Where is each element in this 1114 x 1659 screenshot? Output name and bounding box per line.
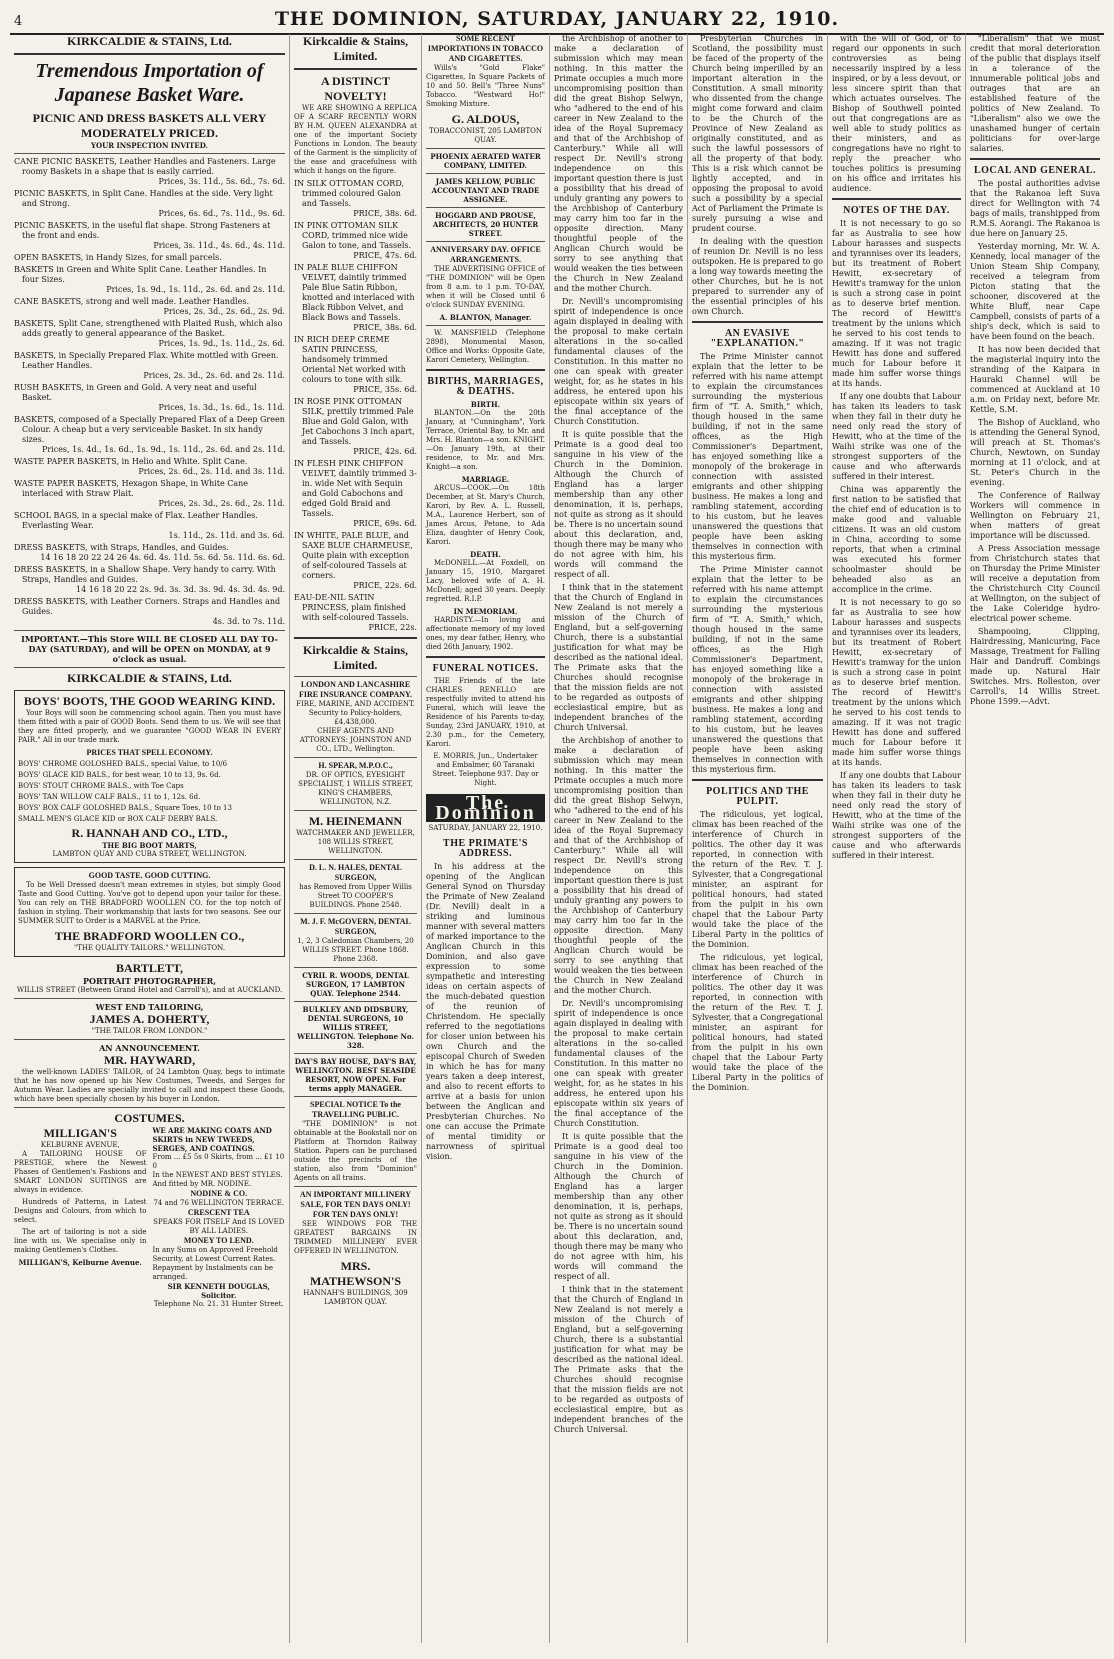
mcgoven-name: M. J. F. McGOVERN, DENTAL SURGEON,: [300, 917, 411, 936]
insurance-title: LONDON AND LANCASHIRE FIRE INSURANCE COMPANY.: [298, 680, 413, 699]
spear-body: DR. OF OPTICS, EYESIGHT SPECIALIST, 1 WILLIS STREET, KING'S CHAMBERS, WELLINGTON, N.Z.: [298, 771, 413, 806]
tailoring-head: WEST END TAILORING,: [95, 1002, 204, 1012]
scarf-item-text: IN FLESH PINK CHIFFON VELVET, daintily trimmed 3-in. wide Net with Sequin and Gold Cabochons and edged Gold Braid and Tassels.: [294, 459, 417, 518]
heinemann-sub: WATCHMAKER AND JEWELLER, 108 WILLIS STREET, WELLINGTON.: [296, 829, 415, 855]
mathewson-name: MRS. MATHEWSON'S: [309, 1259, 402, 1288]
basket-item-text: DRESS BASKETS, in a Shallow Shape. Very handy to carry. With Straps, Handles and Guides.: [14, 565, 276, 584]
insurance-agents: CHIEF AGENTS AND ATTORNEYS: JOHNSTON AND CO., LTD., Wellington.: [299, 727, 412, 753]
dominion-nameplate: The Dominion: [426, 794, 545, 822]
bradford-sub: "THE QUALITY TAILORS." WELLINGTON.: [73, 944, 226, 952]
boots-item: BOYS' CHROME GOLOSHED BALS., special Value, to 10/6: [18, 760, 228, 768]
masthead: [10, 8, 1104, 35]
hannah-sub: THE BIG BOOT MARTS,: [102, 841, 197, 850]
basket-subhead: PICNIC AND DRESS BASKETS ALL VERY MODERATELY PRICED.: [32, 111, 267, 140]
scarf-item-price: PRICE, 69s. 6d.: [353, 519, 417, 528]
newspaper-page: [10, 8, 1104, 1643]
nodine-address: 74 and 76 WELLINGTON TERRACE.: [153, 1199, 285, 1207]
primate-body: In his address at the opening of the Anglican General Synod on Thursday the Primate of New Zealand (Dr. Nevill) dealt in a striking and luminous manner with several matters of marked importance to the Anglican Church in this Dominion, and also gave expression to some sympathetic and interesting ideas on certain aspects of the much-debated question of the reunion of Christendom. He specially referred to the negotiations for closer union between his own Church and the episcopal Church of Sweden in which he has for many years taken a deep interest, and also to recent efforts to arrive at a basis for union between the Anglican and Presbyterian Churches. No one can accuse the Primate of mental timidity or narrowness of spiritual vision.: [426, 862, 545, 1161]
col4-para-1: the Archbishop of another to make a declaration of submission which may mean nothing. In this matter the Primate occupies a much more uncompromising position than did the great Bishop Selwyn, who "adhered to the end of his career in New Zealand to the idea of the Royal Supremacy and that of the Archbishop of Canterbury." While all will respect Dr. Nevill's strong independence on this important question there is just a possibility that his dread of unduly granting any powers to the Archbishop of Canterbury may carry him too far in the opposite direction. Many thoughtful people of the Anglican Church would be sorry to see anything that would weaken the ties between the Church in New Zealand and the mother Church.: [554, 34, 683, 293]
col6-para-1: with the will of God, or to regard our opponents in such controversies as being necessarily inspired by a less inspired, or by a less devout, or less sincere spirit than that which actuates ourselves. The Bishop of Southwell pointed out that congregations are as well able to study politics as their ministers, and as congregations have no right to reply the preacher who touches politics is presuming on his office and irritates his audience.: [832, 34, 961, 193]
boots-item: BOYS' STOUT CHROME BALS., with Toe Caps: [18, 782, 184, 790]
boots-item: SMALL MEN'S GLACE KID or BOX CALF DERBY BALS.: [18, 815, 218, 823]
scarf-item-text: IN ROSE PINK OTTOMAN SILK, prettily trimmed Pale Blue and Gold Galon, with Jet Cabochons 3 inch apart, and Tassels.: [294, 397, 415, 446]
column-1: [10, 34, 290, 1643]
notes-body-3: China was apparently the first nation to be satisfied that the chief end of education is to make good and valuable citizens. It was an old custom in China, according to some reports, that when a criminal was executed his former schoolmaster should be beheaded also as an accomplice in the crime.: [832, 485, 961, 594]
milligan-footer: MILLIGAN'S, Kelburne Avenue.: [18, 1258, 142, 1267]
special-notice-title: SPECIAL NOTICE To the TRAVELLING PUBLIC.: [310, 1100, 401, 1119]
crescent-sub: SPEAKS FOR ITSELF And IS LOVED BY ALL LADIES.: [153, 1218, 285, 1235]
basket-item-price: Prices, 1s. 3d., 1s. 6d., 1s. 11d.: [158, 403, 285, 412]
column-2: [290, 34, 422, 1643]
hoggard-ad: HOGGARD AND PROUSE, ARCHITECTS, 20 HUNTER STREET.: [432, 211, 539, 238]
local-para-3: It has now been decided that the magisterial inquiry into the stranding of the Kaipara in Hauraki Channel will be commenced at Auckland at 10 a.m. on Friday next, before Mr. Kettle, S.M.: [970, 345, 1100, 414]
hales-name: D. L. N. HALES, DENTAL SURGEON,: [309, 863, 402, 882]
scarf-item-text: IN WHITE, PALE BLUE, and SAXE BLUE CHARMEUSE, Quite plain with exception of self-coloured Tassels at corners.: [294, 531, 413, 580]
basket-item-text: BASKETS, composed of a Specially Prepared Flax of a Deep Green Colour. A cheap but a very serviceable Basket. In six handy sizes.: [14, 415, 285, 444]
scarf-item-price: PRICE, 47s. 6d.: [353, 251, 417, 260]
boots-items: [18, 760, 281, 824]
notes-body-cont: It is not necessary to go so far as Australia to see how Labour harasses and suspects and tyrannises over its leaders, but its treatment of Robert Hewitt, ex-secretary of Hewitt's tramway for the union is such a strong case in point as to deserve brief mention. The record of Hewitt's treatment by the unions which he served to his cost tends to amazing. If it was not tragic Hewitt has done and suffered much for Labour before it made him suffer worse things at its hands.: [832, 598, 961, 767]
politics-body: The ridiculous, yet logical, climax has been reached of the interference of Church in politics. The other day it was reported, in connection with the return of the Rev. T. J. Sylvester, that a Congregational minister, an aspirant for political honours, had stated from the pulpit in his own chapel that the Labour Party would take the place of the Liberal Party in the politics of the Dominion.: [692, 810, 823, 949]
scarf-item: [294, 397, 417, 457]
insurance-body: Security to Policy-holders, £4,438,000.: [308, 709, 403, 726]
anniversary-body: THE ADVERTISING OFFICE of "THE DOMINION" will be Open from 8 a.m. to 1 p.m. TO-DAY, when it will be Closed until 6 o'clock SUNDAY EVENING.: [426, 265, 545, 309]
crescent-name: CRESCENT TEA: [187, 1208, 250, 1217]
boots-ad: [14, 690, 285, 863]
kellow-ad: JAMES KELLOW, PUBLIC ACCOUNTANT AND TRADE ASSIGNEE.: [431, 177, 540, 204]
basket-item: [14, 351, 285, 381]
scarf-item-price: PRICE, 35s. 6d.: [353, 385, 417, 394]
memoriam-body: HARDISTY.—In loving and affectionate memory of my loved ones, my dear father, Henry, who died 26th January, 1902.: [426, 616, 545, 651]
scarf-item: [294, 459, 417, 529]
basket-item-price: Prices, 6s. 6d., 7s. 11d., 9s. 6d.: [158, 209, 285, 218]
marriage-label: MARRIAGE.: [461, 475, 510, 484]
primate-title: THE PRIMATE'S ADDRESS.: [443, 838, 528, 859]
basket-item-text: RUSH BASKETS, in Green and Gold. A very neat and useful Basket.: [14, 383, 257, 402]
birth-body: BLANTON.—On the 20th January, at "Cunningham", York Terrace, Oriental Bay, to Mr. and Mrs. H. Blanton—a son. KNIGHT.—On January 19th, at their residence, to Mr. and Mrs. Knight—a son.: [426, 409, 545, 471]
aldous-name: G. ALDOUS,: [451, 112, 520, 126]
nodine-prices: From ... £5 5s 0 Skirts, from ... £1 10 0: [152, 1153, 285, 1170]
scarf-item-text: IN PALE BLUE CHIFFON VELVET, daintily trimmed Pale Blue Satin Ribbon, knotted and interlaced with Black Ribbon Velvet, and Black Bows and Tassels.: [294, 263, 415, 322]
kirkcaldie-brand-2: KIRKCALDIE & STAINS, Ltd.: [67, 671, 232, 685]
funeral-heading: FUNERAL NOTICES.: [432, 663, 539, 674]
basket-item-text: WASTE PAPER BASKETS, Hexagon Shape, in White Cane interlaced with Straw Plait.: [14, 479, 249, 498]
funeral-body: THE Friends of the late CHARLES RENELLO are respectfully invited to attend his Funeral, which will leave the Residence of his Parents to-day, Sunday, 23rd JANUARY, 1910, at 2.30 p.m., for the Cemetery, Karori.: [426, 677, 545, 748]
basket-item-text: SCHOOL BAGS, in a special make of Flax. Leather Handles. Everlasting Wear.: [14, 511, 258, 530]
basket-item: [14, 221, 285, 251]
column-6: [828, 34, 966, 1643]
basket-item-text: BASKETS, in Specially Prepared Flax. White mottled with Green. Leather Handles.: [14, 351, 279, 370]
scarf-item: [294, 593, 417, 633]
boots-item: BOYS' GLACE KID BALS., for best wear, 10 to 13, 9s. 6d.: [18, 771, 221, 779]
local-para-6: A Press Association message from Christchurch states that on Thursday the Prime Minister will receive a deputation from the Christchurch City Council at Wellington, on the subject of the Lake Coleridge hydro-electrical power scheme.: [970, 544, 1100, 623]
basket-item-text: DRESS BASKETS, with Straps, Handles, and Guides.: [14, 543, 229, 552]
heinemann-name: M. HEINEMANN: [308, 814, 403, 828]
basket-item: [14, 189, 285, 219]
novelty-title: A DISTINCT NOVELTY!: [320, 74, 391, 103]
kirkcaldie-limited: Kirkcaldie & Stains, Limited.: [302, 34, 408, 63]
basket-item: [14, 297, 285, 317]
col4-para-1-cont: the Archbishop of another to make a declaration of submission which may mean nothing. In this matter the Primate occupies a much more uncompromising position than did the great Bishop Selwyn, who "adhered to the end of his career in New Zealand to the idea of the Royal Supremacy and that of the Archbishop of Canterbury." While all will respect Dr. Nevill's strong independence on this important question there is just a possibility that his dread of unduly granting any powers to the Archbishop of Canterbury may carry him too far in the opposite direction. Many thoughtful people of the Anglican Church would be sorry to see anything that would weaken the ties between the Church in New Zealand and the mother Church.: [554, 736, 683, 995]
kirkcaldie-limited-2: Kirkcaldie & Stains, Limited.: [302, 643, 408, 672]
scarf-items: [294, 179, 417, 633]
money-body: In any Sums on Approved Freehold Security, at Lowest Current Rates. Repayment by Instalments can be arranged.: [152, 1246, 278, 1281]
mathewson-address: HANNAH'S BUILDINGS, 309 LAMBTON QUAY.: [303, 1289, 408, 1306]
basket-item: [14, 415, 285, 455]
basket-item-price: Prices, 2s. 3d., 2s. 6d. and 2s. 11d.: [143, 371, 285, 380]
milligan-art: The art of tailoring is not a side line with us. We specialise only in making Gentlemen's Clothes.: [14, 1228, 147, 1254]
bulkley-ad: BULKLEY AND DIDSBURY, DENTAL SURGEONS, 10 WILLIS STREET, WELLINGTON. Telephone No. 328.: [297, 1005, 414, 1050]
boots-body: Your Boys will soon be commencing school again. Then you must have them fitted with a pair of GOOD Boots. Send them to us. We will see that they are fitted properly, and we guarantee "GOOD WEAR IN EVERY PAIR." All in our trade mark.: [18, 709, 281, 744]
nodine-title: WE ARE MAKING COATS AND SKIRTS in NEW TWEEDS, SERGES, AND COATINGS.: [152, 1126, 272, 1153]
column-7: [966, 34, 1104, 1643]
col4-para-2: Dr. Nevill's uncompromising spirit of independence is once again displayed in dealing with the proposal to make certain alterations in the so-called fundamental clauses of the Constitution. In this matter no one can speak with greater weight, for, as he states in his address, he entered upon his episcopate within six years of the final acceptance of the Church Constitution.: [554, 297, 683, 426]
column-5: [688, 34, 828, 1643]
basket-items: [14, 157, 285, 627]
basket-item-price: 14 16 18 20 22 2s. 9d. 3s. 3d. 3s. 9d. 4s. 3d. 4s. 9d.: [76, 585, 285, 594]
basket-item: [14, 511, 285, 541]
basket-item-text: BASKETS, Split Cane, strengthened with Plaited Rush, which also adds greatly to general appearance of the Basket.: [14, 319, 283, 338]
bradford-ad: [14, 867, 285, 957]
mcgoven-address: 1, 2, 3 Caledonian Chambers, 20 WILLIS STREET. Phone 1868. Phone 2368.: [297, 937, 414, 963]
days-bay-ad: DAY'S BAY HOUSE, DAY'S BAY, WELLINGTON. BEST SEASIDE RESORT, NOW OPEN. For terms apply MANAGER.: [294, 1057, 417, 1093]
col5-para-1: Presbyterian Churches in Scotland, the possibility must be faced of the property of the Church being imperilled by an important alteration in the Constitution. A small minority who dissented from the change might come forward and claim to be the Church of the Province of New Zealand as originally constituted, and as such the lawful possessors of all the property of that body. This is a risk which cannot be lightly accepted, and in opposing the proposal to avoid such a possibility by a special Act of Parliament the Primate is surely pursuing a wise and prudent course.: [692, 34, 823, 233]
millinery-title: AN IMPORTANT MILLINERY SALE, FOR TEN DAYS ONLY! FOR TEN DAYS ONLY!: [299, 1190, 412, 1219]
death-body: McDONELL.—At Foxdell, on January 15, 1910, Margaret Lacy, beloved wife of A. H. McDonell; aged 30 years. Deeply regretted. R.I.P.: [426, 559, 545, 603]
nodine-ad: [153, 1126, 286, 1309]
aldous-sub: TOBACCONIST, 205 LAMBTON QUAY.: [429, 127, 542, 144]
local-para-1: The postal authorities advise that the Rakanoa left Suva direct for Wellington with 74 bags of mails, transhipped from R.M.S. Aorangi. The Rakanoa is due here on January 25.: [970, 179, 1100, 238]
douglas-phone: Telephone No. 21. 31 Hunter Street.: [153, 1300, 284, 1308]
col4-para-4-cont: I think that in the statement that the Church of England in New Zealand is not merely a mission of the Church of England, but a self-governing Church, there is a substantial justification for what may be described as the national ideal. The Primate asks that the Churches should recognise that the mission fields are not to be regarded as outposts of ecclesiastical empire, but as independent branches of the Church Universal.: [554, 1285, 683, 1434]
births-heading: BIRTHS, MARRIAGES, & DEATHS.: [427, 376, 544, 397]
scarf-item: [294, 263, 417, 333]
doherty-name: JAMES A. DOHERTY,: [89, 1012, 210, 1026]
basket-item-text: OPEN BASKETS, in Handy Sizes, for small parcels.: [14, 253, 222, 262]
birth-label: BIRTH.: [470, 400, 501, 409]
basket-item: [14, 479, 285, 509]
tobacco-body: Wills's "Gold Flake" Cigarettes, In Square Packets of 10 and 50. Bell's "Three Nuns" Tobacco. "Westward Ho!" Smoking Mixture.: [426, 64, 545, 108]
special-notice-body: "THE DOMINION" is not obtainable at the Bookstall nor on Platform at Thorndon Railway Station. Papers can be purchased outside the precincts of the station, also from "Dominion" Agents on all trains.: [294, 1120, 417, 1182]
milligan-prestige: A TAILORING HOUSE OF PRESTIGE, where the Newest Phases of Gentlemen's Fashions and SMART LONDON SUITINGS are always in evidence.: [14, 1150, 147, 1194]
scarf-item-price: PRICE, 22s.: [368, 623, 417, 632]
basket-item-price: Prices, 1s. 9d., 1s. 11d., 2s. 6d.: [158, 339, 285, 348]
mansfield-ad: W. MANSFIELD (Telephone 2898), Monumental Mason, Office and Works: Opposite Gate, Karori Cemetery, Wellington.: [426, 329, 545, 364]
local-para-2: Yesterday morning, Mr. W. A. Kennedy, local manager of the Union Steam Ship Company, received a telegram from Picton stating that the schooner, discovered at the White Bluff, near Cape Campbell, consists of parts of a ship's deck, which is said to have been found on the beach.: [970, 242, 1100, 341]
notes-title: NOTES OF THE DAY.: [843, 205, 950, 216]
douglas-name: SIR KENNETH DOUGLAS, Solicitor.: [167, 1282, 270, 1300]
column-4: [550, 34, 688, 1643]
basket-item-text: DRESS BASKETS, with Leather Corners. Straps and Handles and Guides.: [14, 597, 281, 616]
basket-item-price: Prices, 3s. 11d., 4s. 6d., 4s. 11d.: [153, 241, 285, 250]
milligan-patterns: Hundreds of Patterns, in Latest Designs and Colours, from which to select.: [14, 1198, 147, 1224]
basket-item-price: Prices, 2s. 3d., 2s. 6d., 2s. 9d.: [163, 307, 285, 316]
scarf-item-price: PRICE, 38s. 6d.: [353, 323, 417, 332]
basket-item-text: CANE PICNIC BASKETS, Leather Handles and Fasteners. Large roomy Baskets in a shape that is easily carried.: [14, 157, 276, 176]
col7-para-1: "Liberalism" that we must credit that moral deterioration of the public that displays itself in a tolerance of the innumerable political jobs and outrages that are an established feature of the politics of New Zealand. To "Liberalism" also we owe the unashamed hunger of certain politicians for over-large salaries.: [970, 34, 1100, 153]
money-head: MONEY TO LEND.: [183, 1236, 254, 1245]
basket-item: [14, 253, 285, 263]
col4-para-3-cont: It is quite possible that the Primate is a good deal too sanguine in his view of the Church in the Dominion. Although the Church of England has a larger membership than any other denomination, it is, perhaps, not quite as strong as it should be. There is no uncertain sound about this declaration, and, though there may be many who do not agree with him, his words will command the respect of all.: [554, 1132, 683, 1281]
scarf-item-text: IN RICH DEEP CREME SATIN PRINCESS, handsomely trimmed Oriental Net worked with colours to tone with silk.: [294, 335, 406, 384]
basket-item: [14, 319, 285, 349]
basket-invite: YOUR INSPECTION INVITED.: [91, 141, 208, 150]
boots-prices-title: PRICES THAT SPELL ECONOMY.: [86, 748, 213, 757]
basket-item: [14, 383, 285, 413]
column-3: [422, 34, 550, 1643]
milligan-name: MILLIGAN'S: [43, 1126, 117, 1140]
politics-body-cont: The ridiculous, yet logical, climax has been reached of the interference of Church in politics. The other day it was reported, in connection with the return of the Rev. T. J. Sylvester, that a Congregational minister, an aspirant for political honours, had stated from the pulpit in his own chapel that the Labour Party would take the place of the Liberal Party in the politics of the Dominion.: [692, 953, 823, 1092]
basket-item: [14, 565, 285, 595]
local-title: LOCAL AND GENERAL.: [973, 165, 1097, 176]
scarf-item: [294, 335, 417, 395]
politics-title: POLITICS AND THE PULPIT.: [706, 786, 809, 807]
phoenix-ad: PHOENIX AERATED WATER COMPANY, LIMITED.: [430, 152, 541, 170]
local-para-7: Shampooing, Clipping, Hairdressing, Manicuring, Face Massage, Treatment for Falling Hair and Dandruff. Combings made up. Natural Hair Switches. Mrs. Rolleston, over Carroll's, 14 Willis Street. Phone 1599.—Advt.: [970, 627, 1100, 706]
notes-body-2: If any one doubts that Labour has taken its leaders to task when they fail in their duty he need only read the story of Hewitt, who at the time of the Waihi strike was one of the strongest supporters of the cause and who afterwards suffered in their interest.: [832, 392, 961, 481]
milligan-address: KELBURNE AVENUE,: [40, 1141, 120, 1149]
tobacco-title: SOME RECENT IMPORTATIONS IN TOBACCO AND CIGARETTES.: [427, 34, 544, 63]
costumes-head: COSTUMES.: [114, 1111, 185, 1125]
evasive-body-cont: The Prime Minister cannot explain that the letter to be referred with his name attempt to explain the circumstances surrounding the mysterious firm of "T. A. Smith," which, though housed in the same building, if not in the same offices, as the High Commissioner's Department, has enjoyed something like a monopoly of the brokerage in connection with assisted emigrants and other shipping business. He makes a long and rambling statement, according to his custom, but he leaves unanswered the questions that people have been asking themselves in connection with this mysterious firm.: [692, 565, 823, 774]
col4-para-3: It is quite possible that the Primate is a good deal too sanguine in his view of the Church in the Dominion. Although the Church of England has a larger membership than any other denomination, it is, perhaps, not quite as strong as it should be. There is no uncertain sound about this declaration, and, though there may be many who do not agree with him, his words will command the respect of all.: [554, 430, 683, 579]
newspaper-title: THE DOMINION, SATURDAY, JANUARY 22, 1910.: [274, 8, 840, 30]
nodine-name: NODINE & CO.: [190, 1189, 248, 1198]
kirkcaldie-brand: KIRKCALDIE & STAINS, Ltd.: [67, 34, 232, 48]
hannah-address: LAMBTON QUAY AND CUBA STREET, WELLINGTON.: [52, 850, 247, 858]
basket-item-text: BASKETS in Green and White Split Cane. Leather Handles. In four Sizes.: [14, 265, 267, 284]
boots-item: BOYS' TAN WILLOW CALF BALS., 11 to 1, 12s. 6d.: [18, 793, 201, 801]
novelty-body: WE ARE SHOWING A REPLICA OF A SCARF RECENTLY WORN BY H.M. QUEEN ALEXANDRA at one of the important Society Functions in London. The beauty of the Garment is the simplicity of the ease and gracefulness with which it hangs on the figure.: [294, 104, 417, 175]
marriage-body: ARCUS—COOK.—On 18th December, at St. Mary's Church, Karori, by Rev. A. L. Russell, M.A., Laurence Herbert, son of James Arcus, Petone, to Ada Eliza, daughter of Henry Cook, Karori.: [426, 484, 545, 546]
basket-item-text: PICNIC BASKETS, in the useful flat shape. Strong Fasteners at the front and ends.: [14, 221, 271, 240]
milligan-ad: [14, 1126, 147, 1309]
spear-name: H. SPEAR, M.P.O.C.,: [318, 761, 393, 770]
hales-address: has Removed from Upper Willis Street TO COOPER'S BUILDINGS. Phone 2548.: [299, 883, 412, 909]
basket-item-price: Prices, 2s. 6d., 2s. 11d. and 3s. 11d.: [138, 467, 285, 476]
basket-item-price: Prices, 1s. 4d., 1s. 6d., 1s. 9d., 1s. 11d., 2s. 6d. and 2s. 11d.: [41, 445, 285, 454]
woods-ad: CYRIL R. WOODS, DENTAL SURGEON, 17 LAMBTON QUAY. Telephone 2544.: [302, 971, 409, 998]
bartlett-address: WILLIS STREET (Between Grand Hotel and Carroll's), and at AUCKLAND.: [16, 986, 283, 994]
basket-item: [14, 457, 285, 477]
memoriam-label: IN MEMORIAM.: [453, 607, 518, 616]
basket-item-text: CANE BASKETS, strong and well made. Leather Handles.: [14, 297, 249, 306]
basket-item-price: 1s. 11d., 2s. 11d. and 3s. 6d.: [168, 531, 285, 540]
death-label: DEATH.: [470, 550, 501, 559]
scarf-item-text: IN PINK OTTOMAN SILK CORD, trimmed nice wide Galon to tone, and Tassels.: [294, 221, 412, 250]
nodine-body: In the NEWEST AND BEST STYLES. And fitted by MR. NODINE.: [152, 1171, 283, 1188]
boots-item: BOYS' BOX CALF GOLOSHED BALS., Square Toes, 10 to 13: [18, 804, 232, 812]
doherty-sub: "THE TAILOR FROM LONDON.": [91, 1027, 208, 1035]
morris-ad: E. MORRIS, Jun., Undertaker and Embalmer, 60 Taranaki Street. Telephone 937. Day or Night.: [432, 752, 539, 787]
boots-title: BOYS' BOOTS, THE GOOD WEARING KIND.: [23, 694, 276, 708]
basket-item-price: Prices, 1s. 9d., 1s. 11d., 2s. 6d. and 2s. 11d.: [106, 285, 285, 294]
page-number: 4: [14, 14, 23, 29]
basket-item: [14, 597, 285, 627]
scarf-item-price: PRICE, 22s. 6d.: [353, 581, 417, 590]
bartlett-name: BARTLETT,: [115, 961, 184, 975]
col4-para-2-cont: Dr. Nevill's uncompromising spirit of independence is once again displayed in dealing with the proposal to make certain alterations in the so-called fundamental clauses of the Constitution. In this matter no one can speak with greater weight, for, as he states in his address, he entered upon his episcopate within six years of the final acceptance of the Church Constitution.: [554, 999, 683, 1128]
col5-para-2: In dealing with the question of reunion Dr. Nevill is no less outspoken. He is prepared to go a long way towards meeting the other Churches, but he is not prepared to surrender any of the essential principles of his own Church.: [692, 237, 823, 316]
taste-title: GOOD TASTE. GOOD CUTTING.: [88, 871, 211, 880]
scarf-item-price: PRICE, 38s. 6d.: [353, 209, 417, 218]
hannah-name: R. HANNAH AND CO., LTD.,: [71, 826, 228, 840]
bradford-name: THE BRADFORD WOOLLEN CO.,: [54, 929, 245, 943]
editorial-date: SATURDAY, JANUARY 22, 1910.: [428, 824, 543, 832]
notes-body-2-cont: If any one doubts that Labour has taken its leaders to task when they fail in their duty he need only read the story of Hewitt, who at the time of the Waihi strike was one of the strongest supporters of the cause and who afterwards suffered in their interest.: [832, 771, 961, 860]
scarf-item-text: EAU-DE-NIL SATIN PRINCESS, plain finished with self-coloured Tassels.: [294, 593, 409, 622]
scarf-item-price: PRICE, 42s. 6d.: [353, 447, 417, 456]
basket-item-price: 14 16 18 20 22 24 26 4s. 6d. 4s. 11d. 5s. 6d. 5s. 11d. 6s. 6d.: [40, 553, 285, 562]
hayward-body: the well-known LADIES' TAILOR, of 24 Lambton Quay, begs to intimate that he has now opened up his New Costumes, Tweeds, and Serges for Autumn Wear. Ladies are specially invited to call and inspect these Goods, which have been specially chosen by his buyer in London.: [14, 1068, 285, 1103]
local-para-5: The Conference of Railway Workers will commence in Wellington on February 21, when matters of great importance will be discussed.: [970, 491, 1100, 540]
basket-item: [14, 543, 285, 563]
basket-item-text: WASTE PAPER BASKETS, in Helio and White. Split Cane.: [14, 457, 248, 466]
scarf-item: [294, 179, 417, 219]
bartlett-sub: PORTRAIT PHOTOGRAPHER,: [82, 976, 217, 986]
basket-item: [14, 265, 285, 295]
evasive-title: AN EVASIVE "EXPLANATION.": [710, 328, 805, 349]
announcement-head: AN ANNOUNCEMENT.: [99, 1043, 200, 1053]
basket-item: [14, 157, 285, 187]
scarf-item-text: IN SILK OTTOMAN CORD, trimmed coloured Galon and Tassels.: [294, 179, 404, 208]
basket-item-price: 4s. 3d. to 7s. 11d.: [212, 617, 285, 626]
anniversary-title: ANNIVERSARY DAY. OFFICE ARRANGEMENTS.: [430, 245, 541, 264]
insurance-sub: FIRE, MARINE, AND ACCIDENT.: [296, 700, 415, 708]
scarf-item: [294, 531, 417, 591]
scarf-item: [294, 221, 417, 261]
closed-notice: IMPORTANT.—This Store WILL BE CLOSED ALL DAY TO-DAY (SATURDAY), and will be OPEN on MONDAY, at 9 o'clock as usual.: [21, 634, 278, 664]
basket-item-price: Prices, 2s. 3d., 2s. 6d., 2s. 11d.: [158, 499, 285, 508]
evasive-body: The Prime Minister cannot explain that the letter to be referred with his name attempt to explain the circumstances surrounding the mysterious firm of "T. A. Smith," which, though housed in the same building, if not in the same offices, as the High Commissioner's Department, has enjoyed something like a monopoly of the brokerage in connection with assisted emigrants and other shipping business. He makes a long and rambling statement, according to his custom, but he leaves unanswered the questions that people have been asking themselves in connection with this mysterious firm.: [692, 352, 823, 561]
blanton-manager: A. BLANTON, Manager.: [439, 313, 532, 322]
millinery-body: SEE WINDOWS FOR THE GREATEST BARGAINS IN TRIMMED MILLINERY EVER OFFERED IN WELLINGTON.: [294, 1220, 417, 1255]
basket-item-price: Prices, 3s. 11d., 5s. 6d., 7s. 6d.: [158, 177, 285, 186]
taste-body: To be Well Dressed doesn't mean extremes in styles, but simply Good Taste and Good Cutting. You've got to depend upon your tailor for these. You can rely on THE BRADFORD WOOLLEN CO. for the top notch of fashion in styling. Their workmanship that lasts for two seasons. See our SUMMER SUIT to Order is a MARVEL at the Price.: [18, 881, 281, 925]
basket-headline: Tremendous Importation of Japanese Basket Ware.: [35, 60, 264, 106]
notes-body: It is not necessary to go so far as Australia to see how Labour harasses and suspects and tyrannises over its leaders, but its treatment of Robert Hewitt, ex-secretary of Hewitt's tramway for the union is such a strong case in point as to deserve brief mention. The record of Hewitt's treatment by the unions which he served to his cost tends to amazing. If it was not tragic Hewitt has done and suffered much for Labour before it made him suffer worse things at its hands.: [832, 219, 961, 388]
col4-para-4: I think that in the statement that the Church of England in New Zealand is not merely a mission of the Church of England, but a self-governing Church, there is a substantial justification for what may be described as the national ideal. The Primate asks that the Churches should recognise that the mission fields are not to be regarded as outposts of ecclesiastical empire, but as independent branches of the Church Universal.: [554, 583, 683, 732]
local-para-4: The Bishop of Auckland, who is attending the General Synod, will preach at St. Thomas's Church, Newtown, on Sunday morning at 11 o'clock, and at St. Peter's Church in the evening.: [970, 418, 1100, 487]
hayward-name: MR. HAYWARD,: [103, 1053, 196, 1067]
basket-item-text: PICNIC BASKETS, in Split Cane. Handles at the side. Very light and Strong.: [14, 189, 273, 208]
